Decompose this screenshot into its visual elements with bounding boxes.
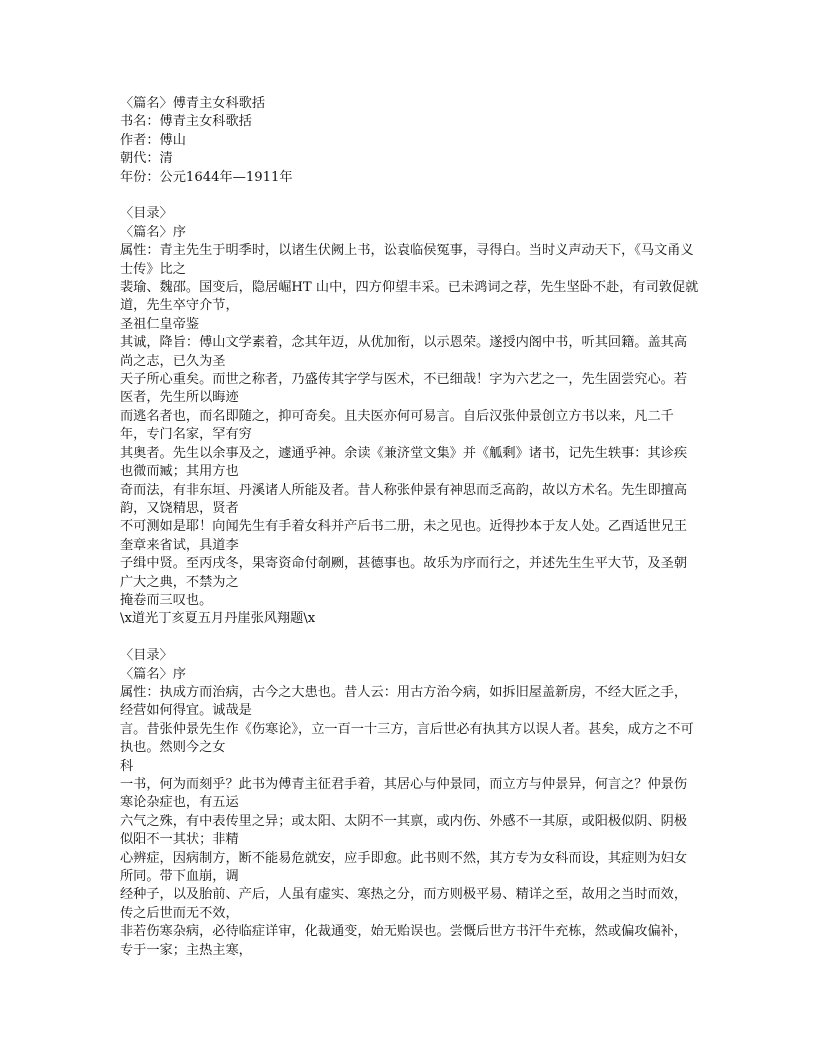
dynasty: 朝代：清 bbox=[120, 151, 173, 167]
preface-line: 奇而法，有非东垣、丹溪诸人所能及者。昔人称张仲景有神思而乏高韵，故以方术名。先生即擅高韵，又饶精思，贤者 bbox=[120, 482, 688, 516]
preface-line: 圣祖仁皇帝鉴 bbox=[120, 316, 200, 332]
author: 作者：傅山 bbox=[120, 132, 186, 148]
preface-line: 属性：青主先生于明季时，以诸生伏阙上书，讼袁临侯冤事，寻得白。当时义声动天下，《马文甬义士传》比之 bbox=[120, 243, 694, 277]
preface-line: 经种子，以及胎前、产后，人虽有虚实、寒热之分，而方则极平易、精详之至，故用之当时而效，传之后世而无不效， bbox=[120, 887, 688, 921]
book-name: 书名：傅青主女科歌括 bbox=[120, 114, 252, 130]
years: 年份：公元1644年—1911年 bbox=[120, 169, 293, 185]
preface-line: 六气之殊，有中表传里之异；或太阳、太阴不一其禀，或内伤、外感不一其原，或阳极似阴、阴极似阳不一其状；非精 bbox=[120, 813, 688, 848]
preface-line: 心辨症，因病制方，断不能易危就安，应手即愈。此书则不然，其方专为女科而设，其症则为妇女所同。带下血崩，调 bbox=[120, 850, 688, 885]
preface-line: 不可测如是耶！向闻先生有手着女科并产后书二册，未之见也。近得抄本于友人处。乙酉适世兄王奎章来省试，具道李 bbox=[120, 519, 688, 553]
toc-heading: 〈目录〉 bbox=[120, 648, 173, 664]
preface-line: 裴瑜、魏邵。国变后，隐居崛HT 山中，四方仰望丰采。已未鸿词之荐，先生坚卧不赴，有司敦促就道，先生卒守介节， bbox=[120, 280, 699, 314]
spacer bbox=[120, 187, 700, 205]
preface-line: 其奥者。先生以余事及之，遽通乎神。余读《兼济堂文集》并《觚剩》诸书，记先生轶事：其诊疾也微而臧；其用方也 bbox=[120, 445, 688, 480]
preface-line: 一书，何为而刻乎？此书为傅青主征君手着，其居心与仲景同，而立方与仲景异，何言之？仲景伤寒论杂症也，有五运 bbox=[120, 777, 688, 811]
preface-line: 非若伤寒杂病，必待临症详审，化裁通变，始无贻误也。尝慨后世方书汗牛充栋，然或偏攻偏补，专于一家；主热主寒， bbox=[120, 924, 688, 958]
signature-line: \x道光丁亥夏五月丹崖张风翔题\x bbox=[120, 611, 316, 627]
preface-line: 其诚，降旨：傅山文学素着，念其年迈，从优加衔，以示恩荣。遂授内阁中书，听其回籍。盖其高尚之志，已久为圣 bbox=[120, 335, 688, 369]
chapter-heading: 〈篇名〉序 bbox=[120, 666, 186, 682]
preface-line: 天子所心重矣。而世之称者，乃盛传其字学与医术，不已细哉！字为六艺之一，先生固尝究心。若医者，先生所以晦迹 bbox=[120, 372, 688, 406]
preface-line: 属性：执成方而治病，古今之大患也。昔人云：用古方治今病，如拆旧屋盖新房，不经大匠之手，经营如何得宜。诚哉是 bbox=[120, 684, 688, 719]
spacer bbox=[120, 629, 700, 647]
document-page bbox=[120, 95, 700, 960]
chapter-heading: 〈篇名〉序 bbox=[120, 224, 186, 240]
preface-line: 科 bbox=[120, 758, 134, 774]
title-line: 〈篇名〉傅青主女科歌括 bbox=[120, 96, 266, 111]
preface-line: 子缉中贤。至丙戌冬，果寄资命付剞劂，甚德事也。故乐为序而行之，并述先生生平大节，及圣朝广大之典，不禁为之 bbox=[120, 556, 688, 590]
preface-line: 掩卷而三叹也。 bbox=[120, 592, 213, 608]
preface-line: 而逃名者也，而名即随之，抑可奇矣。且夫医亦何可易言。自后汉张仲景创立方书以来，凡二千年，专门名家，罕有穷 bbox=[120, 408, 674, 443]
toc-heading: 〈目录〉 bbox=[120, 206, 173, 222]
preface-line: 言。昔张仲景先生作《伤寒论》，立一百一十三方，言后世必有执其方以误人者。甚矣，成方之不可执也。然则今之女 bbox=[120, 721, 694, 756]
